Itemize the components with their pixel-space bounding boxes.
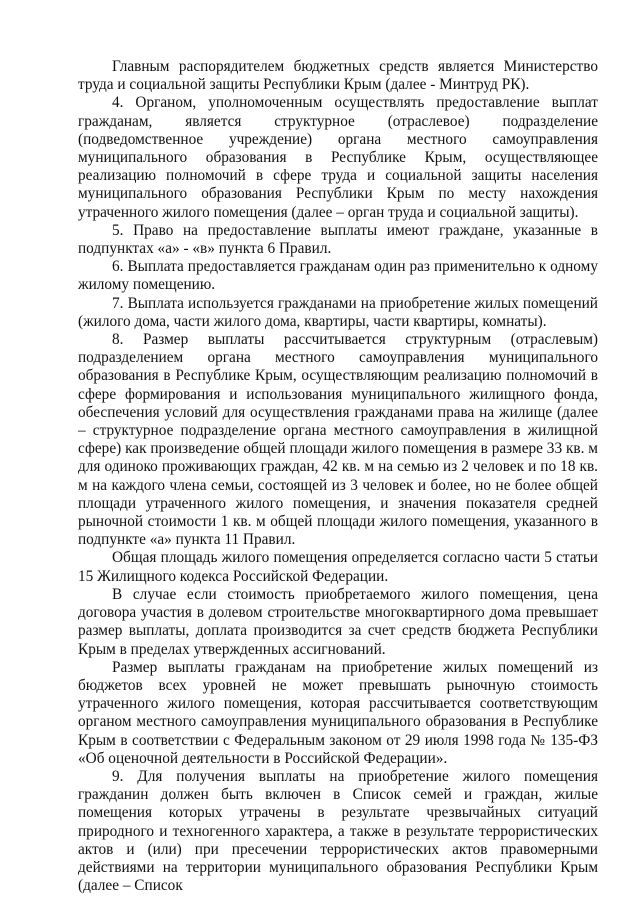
- paragraph-max-amount: Размер выплаты гражданам на приобретение жилых помещений из бюджетов всех уровней не может превышать рыночную стоимость утраченного жилого помещения, которая рассчитывается соответствующим органом местного самоуправления муниципального образования в Республике Крым в соответствии с Федеральным законом от 29 июля 1998 года № 135-ФЗ «Об оценочной деятельности в Российской Федерации».: [78, 658, 598, 767]
- paragraph-item-6: 6. Выплата предоставляется гражданам один раз применительно к одному жилому помещению.: [78, 258, 598, 294]
- paragraph-cost-exceeds: В случае если стоимость приобретаемого жилого помещения, цена договора участия в долевом строительстве многоквартирного дома превышает размер выплаты, доплата производится за счет средств бюджета Республики Крым в пределах утвержденных ассигнований.: [78, 585, 598, 658]
- paragraph-item-9: 9. Для получения выплаты на приобретение жилого помещения гражданин должен быть включен в Список семей и граждан, жилые помещения которых утрачены в результате чрезвычайных ситуаций природного и техногенного характера, а также в результате террористических актов и (или) при пресечении террористических актов правомерными действиями на территории муниципального образования Республики Крым (далее – Список: [78, 767, 598, 895]
- paragraph-item-8: 8. Размер выплаты рассчитывается структурным (отраслевым) подразделением органа местного самоуправления муниципального образования в Республике Крым, осуществляющим реализацию полномочий в сфере формирования и использования муниципального жилищного фонда, обеспечения условий для осуществления гражданами права на жилище (далее – структурное подразделение органа местного самоуправления в жилищной сфере) как произведение общей площади жилого помещения в размере 33 кв. м для одиноко проживающих граждан, 42 кв. м на семью из 2 человек и по 18 кв. м на каждого члена семьи, состоящей из 3 человек и более, но не более общей площади утраченного жилого помещения, и значения показателя средней рыночной стоимости 1 кв. м общей площади жилого помещения, указанного в подпункте «а» пункта 11 Правил.: [78, 331, 598, 549]
- paragraph-item-5: 5. Право на предоставление выплаты имеют граждане, указанные в подпунктах «а» - «в» пункта 6 Правил.: [78, 221, 598, 258]
- paragraph-item-4: 4. Органом, уполномоченным осуществлять предоставление выплат гражданам, является структурное (отраслевое) подразделение (подведомственное учреждение) органа местного самоуправления муниципального образования в Республике Крым, осуществляющее реализацию полномочий в сфере труда и социальной защиты населения муниципального образования Республики Крым по месту нахождения утраченного жилого помещения (далее – орган труда и социальной защиты).: [78, 94, 598, 221]
- paragraph-total-area: Общая площадь жилого помещения определяется согласно части 5 статьи 15 Жилищного кодекса Российской Федерации.: [78, 549, 598, 585]
- document-page: [78, 58, 598, 895]
- paragraph-item-7: 7. Выплата используется гражданами на приобретение жилых помещений (жилого дома, части жилого дома, квартиры, части квартиры, комнаты).: [78, 294, 598, 330]
- paragraph-main-manager: Главным распорядителем бюджетных средств является Министерство труда и социальной защиты Республики Крым (далее - Минтруд РК).: [78, 58, 598, 94]
